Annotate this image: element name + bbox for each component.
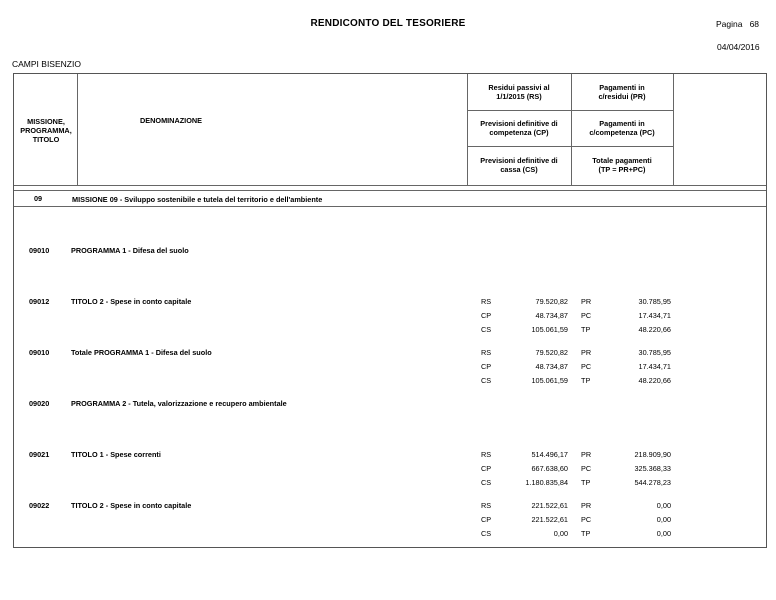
amount-value-right: 325.368,33: [634, 464, 671, 473]
amount-row: [14, 348, 768, 360]
amount-value-right: 0,00: [656, 501, 671, 510]
amount-row: [14, 478, 768, 490]
amount-value-left: 48.734,87: [535, 311, 568, 320]
amount-value-left: 221.522,61: [531, 501, 568, 510]
row-code: 09021: [29, 450, 50, 459]
row-code: 09010: [29, 348, 50, 357]
header-pagamenti-residui: Pagamenti in c/residui (PR): [598, 83, 646, 101]
amount-value-left: 667.638,60: [531, 464, 568, 473]
amount-label-right: TP: [581, 478, 591, 487]
amount-value-left: 221.522,61: [531, 515, 568, 524]
page-number: 68: [749, 19, 760, 29]
amount-label-right: PC: [581, 362, 592, 371]
amount-row: [14, 501, 768, 513]
page-indicator: [716, 19, 759, 29]
amount-label-right: PR: [581, 450, 592, 459]
amount-value-right: 0,00: [656, 529, 671, 538]
amount-value-right: 30.785,95: [638, 297, 671, 306]
amount-label-left: CS: [481, 529, 492, 538]
amount-label-left: CP: [481, 464, 492, 473]
row-description: TITOLO 2 - Spese in conto capitale: [71, 297, 192, 306]
header-residui-passivi: Residui passivi al 1/1/2015 (RS): [488, 83, 550, 101]
row-description: Totale PROGRAMMA 1 - Difesa del suolo: [71, 348, 212, 357]
header-divider: [467, 146, 673, 147]
header-totale-pagamenti: Totale pagamenti (TP = PR+PC): [592, 156, 652, 174]
amount-row: [14, 515, 768, 527]
mission-top-line: [14, 190, 766, 191]
header-bottom-line: [14, 185, 766, 186]
amount-value-left: 79.520,82: [535, 297, 568, 306]
report-title: RENDICONTO DEL TESORIERE: [310, 18, 466, 29]
amount-row: [14, 376, 768, 388]
header-missione: MISSIONE, PROGRAMMA, TITOLO: [20, 117, 72, 144]
amount-value-right: 17.434,71: [638, 362, 671, 371]
amount-label-left: RS: [481, 501, 492, 510]
amount-value-right: 218.909,90: [634, 450, 671, 459]
row-description: PROGRAMMA 2 - Tutela, valorizzazione e recupero ambientale: [71, 399, 287, 408]
header-divider: [467, 110, 673, 111]
amount-label-left: CP: [481, 515, 492, 524]
amount-row: [14, 311, 768, 323]
amount-value-right: 17.434,71: [638, 311, 671, 320]
amount-value-right: 544.278,23: [634, 478, 671, 487]
amount-value-left: 105.061,59: [531, 325, 568, 334]
row-description: PROGRAMMA 1 - Difesa del suolo: [71, 246, 189, 255]
amount-value-left: 48.734,87: [535, 362, 568, 371]
amount-value-left: 0,00: [553, 529, 568, 538]
mission-label: MISSIONE 09 - Sviluppo sostenibile e tutela del territorio e dell'ambiente: [72, 195, 323, 204]
amount-label-right: TP: [581, 529, 591, 538]
amount-label-right: TP: [581, 376, 591, 385]
mission-bottom-line: [14, 206, 766, 207]
row-description: TITOLO 1 - Spese correnti: [71, 450, 161, 459]
amount-label-left: CS: [481, 478, 492, 487]
amount-value-left: 514.496,17: [531, 450, 568, 459]
amount-label-right: PR: [581, 297, 592, 306]
amount-label-left: RS: [481, 348, 492, 357]
amount-value-right: 0,00: [656, 515, 671, 524]
amount-label-left: CS: [481, 376, 492, 385]
amount-row: [14, 297, 768, 309]
header-denominazione: DENOMINAZIONE: [139, 116, 203, 125]
amount-label-right: PC: [581, 464, 592, 473]
amount-row: [14, 464, 768, 476]
amount-label-right: PR: [581, 348, 592, 357]
header-previsioni-competenza: Previsioni definitive di competenza (CP): [480, 119, 558, 137]
header-pagamenti-competenza: Pagamenti in c/competenza (PC): [589, 119, 655, 137]
amount-label-right: TP: [581, 325, 591, 334]
row-description: TITOLO 2 - Spese in conto capitale: [71, 501, 192, 510]
amount-label-left: RS: [481, 450, 492, 459]
amount-value-right: 48.220,66: [638, 325, 671, 334]
amount-label-right: PR: [581, 501, 592, 510]
amount-row: [14, 529, 768, 541]
row-code: 09022: [29, 501, 50, 510]
amount-value-left: 79.520,82: [535, 348, 568, 357]
amount-value-right: 48.220,66: [638, 376, 671, 385]
row-code: 09010: [29, 246, 50, 255]
amount-value-right: 30.785,95: [638, 348, 671, 357]
amount-label-left: CS: [481, 325, 492, 334]
header-previsioni-cassa: Previsioni definitive di cassa (CS): [480, 156, 558, 174]
amount-row: [14, 450, 768, 462]
amount-value-left: 105.061,59: [531, 376, 568, 385]
amount-label-right: PC: [581, 515, 592, 524]
amount-row: [14, 325, 768, 337]
amount-label-left: CP: [481, 362, 492, 371]
amount-value-left: 1.180.835,84: [525, 478, 568, 487]
amount-label-left: CP: [481, 311, 492, 320]
amount-row: [14, 362, 768, 374]
row-code: 09012: [29, 297, 50, 306]
row-code: 09020: [29, 399, 50, 408]
report-date: 04/04/2016: [717, 42, 760, 52]
column-divider: [673, 74, 674, 185]
mission-code: 09: [34, 194, 43, 203]
amount-label-left: RS: [481, 297, 492, 306]
entity-name: CAMPI BISENZIO: [12, 59, 81, 69]
page-label: Pagina: [716, 19, 743, 29]
amount-label-right: PC: [581, 311, 592, 320]
report-table: [13, 73, 767, 548]
